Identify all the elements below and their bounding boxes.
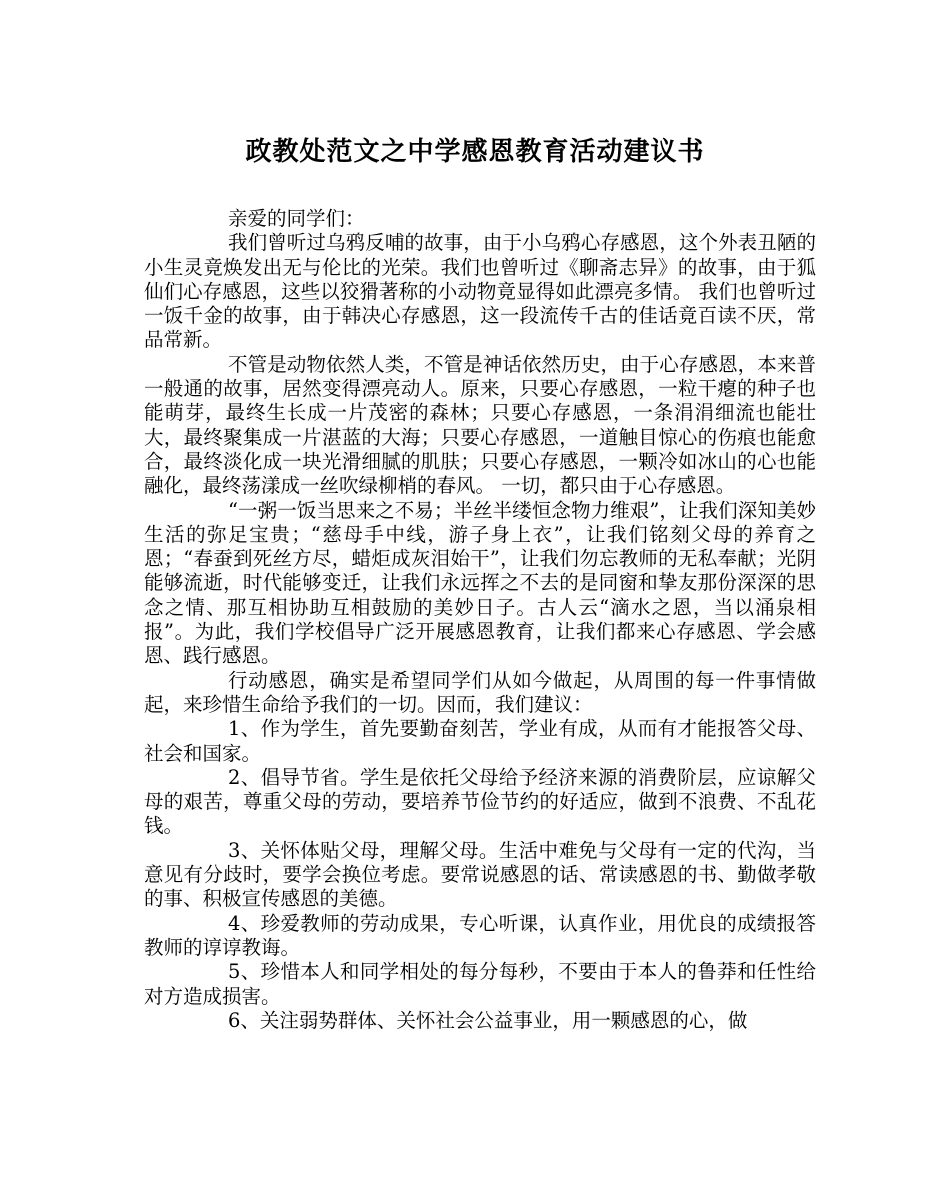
list-item: 1、作为学生，首先要勤奋刻苦，学业有成，从而有才能报答父母、社会和国家。 xyxy=(144,717,816,765)
list-item: 5、珍惜本人和同学相处的每分每秒，不要由于本人的鲁莽和任性给对方造成损害。 xyxy=(144,960,816,1008)
list-item: 3、关怀体贴父母，理解父母。生活中难免与父母有一定的代沟，当意见有分歧时，要学会换位考虑。要常说感恩的话、常读感恩的书、勤做孝敬的事、积极宣传感恩的美德。 xyxy=(144,838,816,911)
paragraph: 行动感恩，确实是希望同学们从如今做起，从周围的每一件事情做起，来珍惜生命给予我们的一切。因而，我们建议： xyxy=(144,668,816,716)
paragraph: “一粥一饭当思来之不易；半丝半缕恒念物力维艰”，让我们深知美妙生活的弥足宝贵；“慈母手中线，游子身上衣”，让我们铭刻父母的养育之恩；“春蚕到死丝方尽，蜡炬成灰泪始干”，让我们勿忘教师的无私奉献；光阴能够流逝，时代能够变迁，让我们永远挥之不去的是同窗和挚友那份深深的思念之情、那互相协助互相鼓励的美妙日子。古人云“滴水之恩，当以涌泉相报”。为此，我们学校倡导广泛开展感恩教育，让我们都来心存感恩、学会感恩、践行感恩。 xyxy=(144,498,816,668)
list-item: 4、珍爱教师的劳动成果，专心听课，认真作业，用优良的成绩报答教师的谆谆教诲。 xyxy=(144,911,816,959)
page-title: 政教处范文之中学感恩教育活动建议书 xyxy=(245,137,705,167)
list-item: 2、倡导节省。学生是依托父母给予经济来源的消费阶层，应谅解父母的艰苦，尊重父母的劳动，要培养节俭节约的好适应，做到不浪费、不乱花钱。 xyxy=(144,765,816,838)
paragraph-salutation: 亲爱的同学们： xyxy=(228,207,365,230)
list-item: 6、关注弱势群体、关怀社会公益事业，用一颗感恩的心，做 xyxy=(228,1008,748,1032)
paragraph: 不管是动物依然人类，不管是神话依然历史，由于心存感恩，本来普一般通的故事，居然变得漂亮动人。原来，只要心存感恩，一粒干瘪的种子也能萌芽，最终生长成一片茂密的森林；只要心存感恩，一条涓涓细流也能壮大，最终聚集成一片湛蓝的大海；只要心存感恩，一道触目惊心的伤痕也能愈合，最终淡化成一块光滑细腻的肌肤；只要心存感恩，一颗冷如冰山的心也能融化，最终荡漾成一丝吹绿柳梢的春风。 一切，都只由于心存感恩。 xyxy=(144,352,816,498)
document-body xyxy=(144,207,816,1033)
paragraph: 我们曾听过乌鸦反哺的故事，由于小乌鸦心存感恩，这个外表丑陋的小生灵竟焕发出无与伦比的光荣。我们也曾听过《聊斋志异》的故事，由于狐仙们心存感恩，这些以狡猾著称的小动物竟显得如此漂亮多情。 我们也曾听过一饭千金的故事，由于韩决心存感恩，这一段流传千古的佳话竟百读不厌，常品常新。 xyxy=(144,231,816,352)
